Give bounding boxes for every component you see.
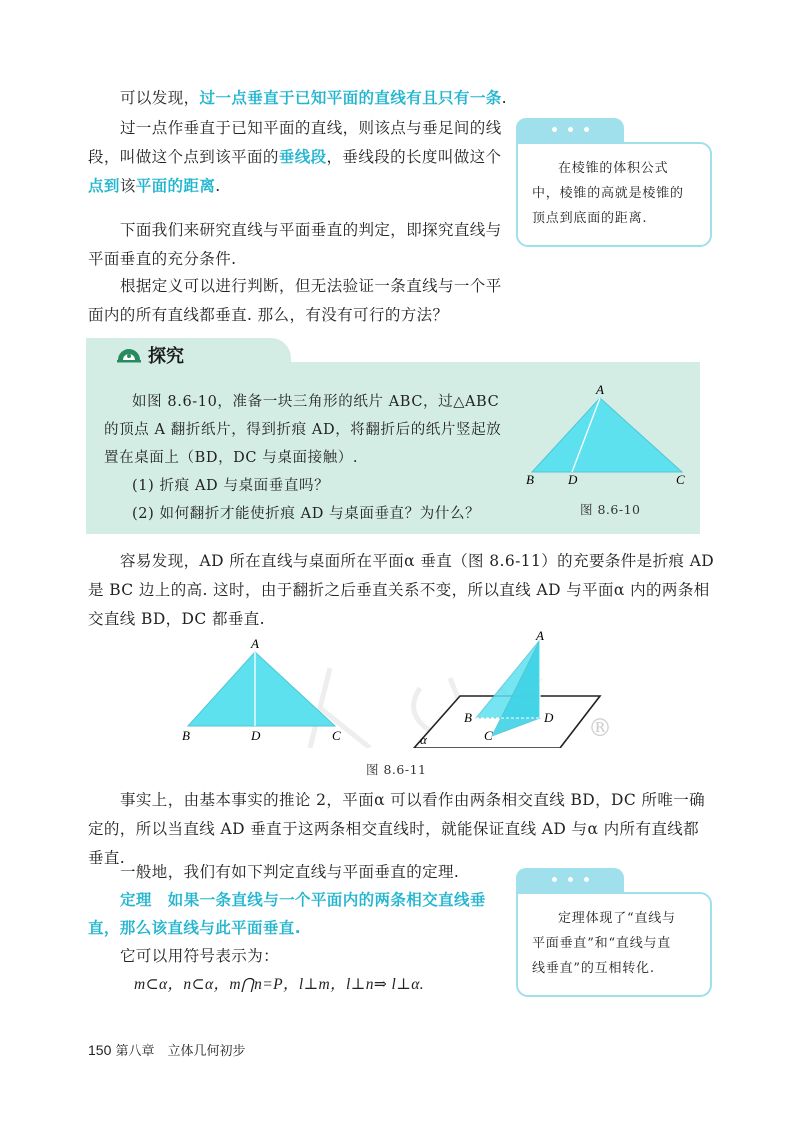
- label-c-right: C: [484, 728, 493, 743]
- note-tab: [516, 868, 624, 892]
- label-b-right: B: [464, 710, 472, 725]
- registered-mark: ®: [588, 714, 612, 742]
- formula: m⊂α，n⊂α，m⋂n=P，l⊥m，l⊥n⇒ l⊥α.: [134, 976, 425, 993]
- note-tab: [516, 118, 624, 142]
- label-a-right: A: [536, 628, 544, 643]
- explore-icon: [116, 342, 142, 364]
- label-b-left: B: [182, 728, 190, 743]
- theorem-cont: 直，那么该直线与此平面垂直.: [88, 919, 301, 937]
- label-a-left: A: [251, 636, 259, 651]
- triangle-abc: [532, 398, 682, 472]
- term-perpendicular-segment: 垂线段: [278, 148, 327, 166]
- label-b: B: [526, 472, 534, 487]
- note-body: 在棱锥的体积公式 中，棱锥的高就是棱锥的 顶点到底面的距离.: [516, 142, 712, 247]
- intro-paragraph-3: 下面我们来研究直线与平面垂直的判定，即探究直线与 平面垂直的充分条件.: [88, 221, 502, 268]
- figure-8-6-11: [170, 628, 620, 748]
- paragraph-6: 事实上，由基本事实的推论 2，平面α 可以看作由两条相交直线 BD，DC 所唯一确 定的，所以当直线 AD 垂直于这两条相交直线时，就能保证直线 AD 与α 内所有直线都 垂直.: [88, 791, 706, 867]
- caption-fig-8-6-10: 图 8.6-10: [580, 502, 641, 517]
- label-d-right: D: [544, 710, 554, 725]
- label-c-left: C: [332, 728, 341, 743]
- explore-title: 探究: [148, 346, 184, 367]
- label-alpha: α: [420, 732, 427, 747]
- side-note-theorem: [516, 868, 712, 997]
- intro-paragraph-4: 根据定义可以进行判断，但无法验证一条直线与一个平 面内的所有直线都垂直. 那么，有没有可行的方法？: [88, 277, 502, 324]
- highlight-unique-perpendicular: 过一点垂直于已知平面的直线有且只有一条: [199, 89, 502, 107]
- symbol-intro: 它可以用符号表示为：: [120, 947, 280, 965]
- theorem-label: 定理: [120, 891, 152, 909]
- note-body: 定理体现了“直线与 平面垂直”和“直线与直 线垂直”的互相转化.: [516, 892, 712, 997]
- intro-paragraph-2: 过一点作垂直于已知平面的直线，则该点与垂足间的线 段，叫做这个点到该平面的垂线段，垂线段的长度叫做这个 点到该平面的距离.: [88, 119, 502, 195]
- label-d: D: [568, 472, 578, 487]
- paragraph-7: 一般地，我们有如下判定直线与平面垂直的定理.: [120, 863, 460, 881]
- theorem: 定理 如果一条直线与一个平面内的两条相交直线垂: [120, 891, 486, 909]
- question-2: (2) 如何翻折才能使折痕 AD 与桌面垂直？为什么？: [132, 506, 481, 522]
- chapter-title: 第八章 立体几何初步: [115, 1044, 246, 1059]
- side-note-pyramid: [516, 118, 712, 247]
- page-footer: [88, 1040, 246, 1059]
- caption-fig-8-6-11: 图 8.6-11: [366, 762, 427, 777]
- figure-8-6-10: [520, 380, 700, 520]
- label-c: C: [676, 472, 685, 487]
- page-number: 150: [88, 1042, 112, 1058]
- label-d-left: D: [251, 728, 261, 743]
- intro-paragraph-1: 可以发现，过一点垂直于已知平面的直线有且只有一条.: [120, 89, 507, 107]
- term-distance: 平面的距离: [135, 177, 216, 195]
- label-a: A: [596, 382, 604, 397]
- triangle-abc-unfolded: [188, 652, 335, 726]
- explore-text: 如图 8.6-10，准备一块三角形的纸片 ABC，过△ABC 的顶点 A 翻折纸片，得到折痕 AD，将翻折后的纸片竖起放 置在桌面上（BD，DC 与桌面接触）. (1) 折痕 AD 与桌面垂直吗？ (2) 如何翻折才能使折痕 AD 与桌面垂直？为什么？: [104, 388, 524, 528]
- question-1: (1) 折痕 AD 与桌面垂直吗？: [132, 478, 330, 494]
- paragraph-5: 容易发现，AD 所在直线与桌面所在平面α 垂直（图 8.6-11）的充要条件是折痕 AD 是 BC 边上的高. 这时，由于翻折之后垂直关系不变，所以直线 AD 与平面α 内的两条相 交直线 BD，DC 都垂直.: [88, 552, 715, 628]
